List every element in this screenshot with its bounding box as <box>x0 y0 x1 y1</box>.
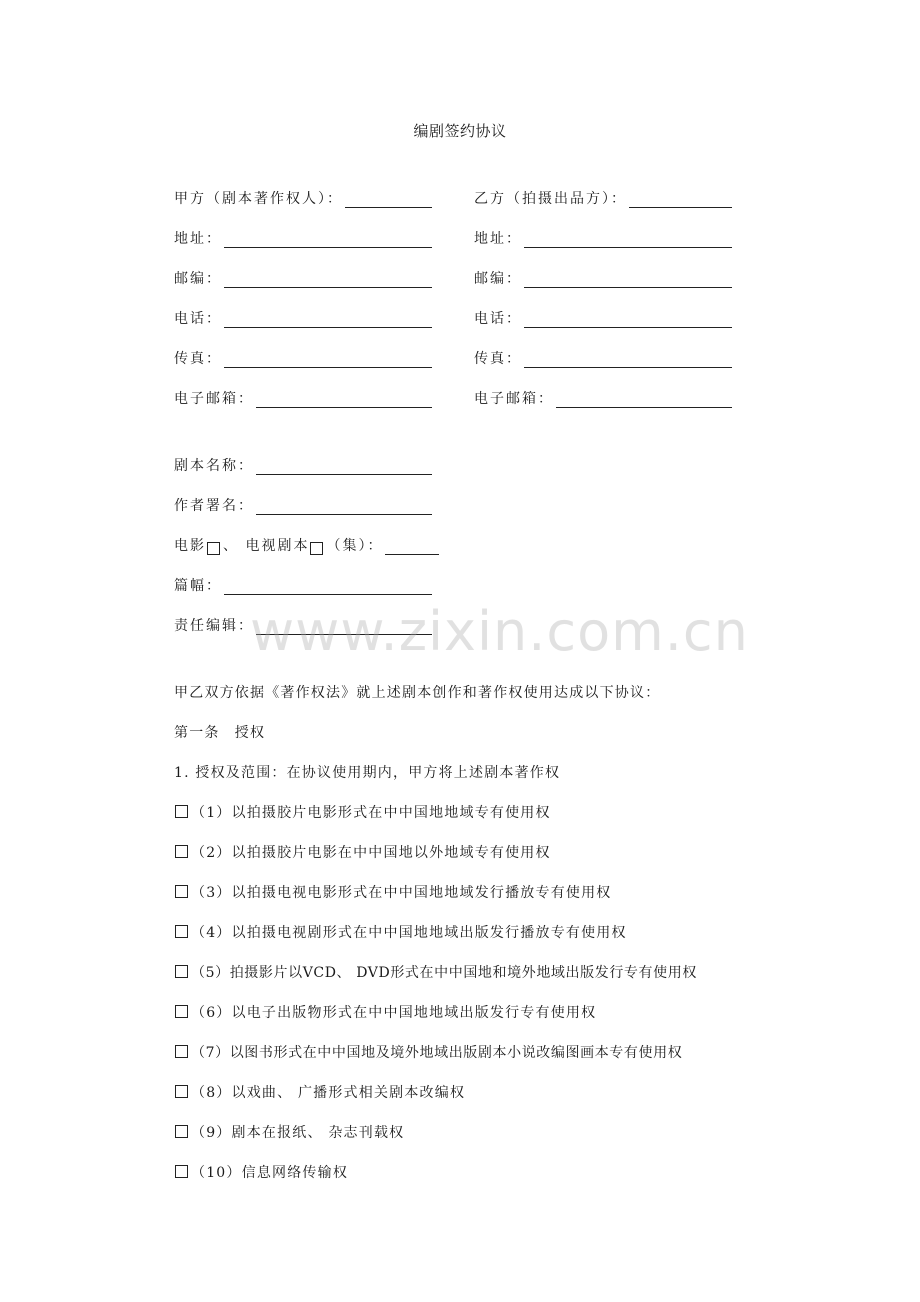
party-a-postcode-label: 邮编： <box>174 271 222 287</box>
option-checkbox[interactable] <box>175 885 188 898</box>
party-b-email-field <box>474 386 732 408</box>
option-checkbox[interactable] <box>175 1045 188 1058</box>
option-item <box>174 1003 754 1023</box>
option-label: （2）以拍摄胶片电影在中中国地以外地域专有使用权 <box>191 845 551 861</box>
party-a-phone-label: 电话： <box>174 311 222 327</box>
option-checkbox[interactable] <box>175 965 188 978</box>
author-field <box>174 493 432 515</box>
editor-field <box>174 613 432 635</box>
party-b-name-blank[interactable] <box>629 193 732 208</box>
party-a-email-blank[interactable] <box>256 393 432 408</box>
party-a-address-label: 地址： <box>174 231 222 247</box>
party-b-postcode-field <box>474 266 732 288</box>
option-label: （9）剧本在报纸、 杂志刊载权 <box>191 1125 405 1141</box>
party-b-heading-field <box>474 186 732 208</box>
option-item <box>174 1043 754 1063</box>
party-b-phone-field <box>474 306 732 328</box>
party-b-address-field <box>474 226 732 248</box>
type-tv-label: 、 电视剧本 <box>223 538 310 554</box>
postcode-row <box>174 266 734 288</box>
party-b-address-label: 地址： <box>474 231 522 247</box>
option-checkbox[interactable] <box>175 1005 188 1018</box>
length-label: 篇幅： <box>174 578 222 594</box>
party-a-fax-blank[interactable] <box>224 353 432 368</box>
option-checkbox[interactable] <box>175 925 188 938</box>
option-label: （7）以图书形式在中中国地及境外地域出版剧本小说改编图画本专有使用权 <box>191 1045 683 1061</box>
option-item <box>174 1083 754 1103</box>
party-b-phone-label: 电话： <box>474 311 522 327</box>
option-label: （5）拍摄影片以VCD、 DVD形式在中中国地和境外地域出版发行专有使用权 <box>191 965 697 981</box>
party-b-postcode-label: 邮编： <box>474 271 522 287</box>
party-a-heading-label: 甲方（剧本著作权人）： <box>174 191 343 207</box>
email-row <box>174 386 734 408</box>
script-type-field <box>174 533 439 555</box>
option-checkbox[interactable] <box>175 1085 188 1098</box>
option-item <box>174 883 754 903</box>
party-a-fax-label: 传真： <box>174 351 222 367</box>
script-type-row <box>174 533 734 555</box>
party-a-phone-blank[interactable] <box>224 313 432 328</box>
party-b-email-blank[interactable] <box>556 393 732 408</box>
party-heading-row <box>174 186 734 208</box>
script-name-row <box>174 453 734 475</box>
length-blank[interactable] <box>224 580 432 595</box>
party-b-fax-label: 传真： <box>474 351 522 367</box>
phone-row <box>174 306 734 328</box>
option-checkbox[interactable] <box>175 805 188 818</box>
editor-blank[interactable] <box>256 620 432 635</box>
party-a-name-blank[interactable] <box>345 193 432 208</box>
option-label: （10）信息网络传输权 <box>191 1165 349 1181</box>
option-label: （6）以电子出版物形式在中中国地地域出版发行专有使用权 <box>191 1005 597 1021</box>
watermark: www.zixin.com.cn <box>250 600 749 663</box>
party-a-email-label: 电子邮箱： <box>174 391 254 407</box>
author-row <box>174 493 734 515</box>
option-label: （1）以拍摄胶片电影形式在中中国地地域专有使用权 <box>191 805 551 821</box>
party-a-postcode-blank[interactable] <box>224 273 432 288</box>
fax-row <box>174 346 734 368</box>
party-a-address-blank[interactable] <box>224 233 432 248</box>
party-b-postcode-blank[interactable] <box>524 273 732 288</box>
script-name-field <box>174 453 432 475</box>
party-a-phone-field <box>174 306 432 328</box>
party-a-fax-field <box>174 346 432 368</box>
article-1-heading: 第一条 授权 <box>174 725 266 741</box>
tv-checkbox[interactable] <box>310 542 323 555</box>
party-b-fax-blank[interactable] <box>524 353 732 368</box>
option-item <box>174 803 754 823</box>
option-label: （8）以戏曲、 广播形式相关剧本改编权 <box>191 1085 466 1101</box>
length-row <box>174 573 734 595</box>
film-checkbox[interactable] <box>207 542 220 555</box>
party-a-heading-field <box>174 186 432 208</box>
script-name-blank[interactable] <box>256 460 432 475</box>
option-item <box>174 923 754 943</box>
option-item <box>174 1123 754 1143</box>
option-item <box>174 1163 754 1183</box>
script-name-label: 剧本名称： <box>174 458 254 474</box>
document-title: 编剧签约协议 <box>413 122 507 140</box>
option-checkbox[interactable] <box>175 1165 188 1178</box>
party-a-email-field <box>174 386 432 408</box>
editor-row <box>174 613 734 635</box>
option-checkbox[interactable] <box>175 1125 188 1138</box>
author-blank[interactable] <box>256 500 432 515</box>
type-film-label: 电影 <box>174 538 206 554</box>
option-label: （4）以拍摄电视剧形式在中中国地地域出版发行播放专有使用权 <box>191 925 627 941</box>
party-a-postcode-field <box>174 266 432 288</box>
party-b-fax-field <box>474 346 732 368</box>
party-b-heading-label: 乙方（拍摄出品方）： <box>474 191 627 207</box>
article-1-clause: 1. 授权及范围：在协议使用期内，甲方将上述剧本著作权 <box>174 765 561 781</box>
address-row <box>174 226 734 248</box>
length-field <box>174 573 432 595</box>
party-b-phone-blank[interactable] <box>524 313 732 328</box>
option-label: （3）以拍摄电视电影形式在中中国地地域发行播放专有使用权 <box>191 885 612 901</box>
type-episodes-label: （集）： <box>326 538 384 554</box>
intro-paragraph: 甲乙双方依据《著作权法》就上述剧本创作和著作权使用达成以下协议： <box>174 685 661 701</box>
editor-label: 责任编辑： <box>174 618 254 634</box>
episodes-blank[interactable] <box>385 540 439 555</box>
option-item <box>174 843 754 863</box>
option-item <box>174 963 754 983</box>
option-checkbox[interactable] <box>175 845 188 858</box>
party-a-address-field <box>174 226 432 248</box>
party-b-address-blank[interactable] <box>524 233 732 248</box>
author-label: 作者署名： <box>174 498 254 514</box>
party-b-email-label: 电子邮箱： <box>474 391 554 407</box>
